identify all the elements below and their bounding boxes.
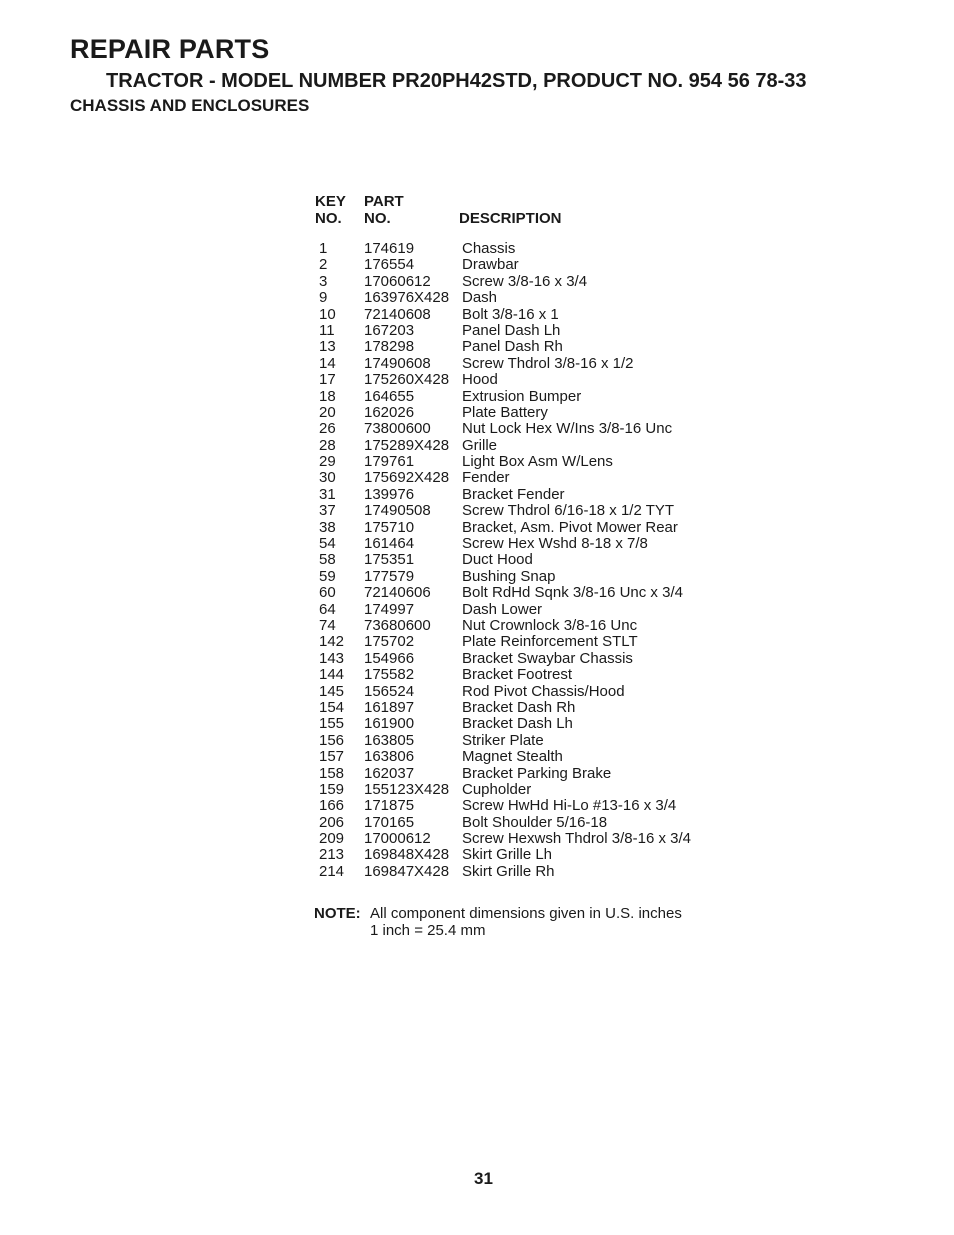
description-cell: Drawbar (462, 256, 519, 274)
part-no-cell: 177579 (364, 567, 415, 585)
description-cell: Screw HwHd Hi-Lo #13-16 x 3/4 (462, 797, 677, 815)
description-cell: Screw Thdrol 3/8-16 x 1/2 (462, 354, 634, 372)
part-no-cell: 178298 (364, 338, 415, 356)
part-no-cell: 155123X428 (364, 780, 450, 798)
description-cell: Light Box Asm W/Lens (462, 453, 613, 471)
key-no-cell: 59 (319, 567, 336, 585)
key-no-cell: 13 (319, 338, 336, 356)
note-label: NOTE: (314, 905, 361, 922)
part-header-line1: PART (364, 193, 404, 210)
key-no-cell: 37 (319, 502, 336, 520)
part-no-cell: 163806 (364, 748, 415, 766)
key-no-cell: 11 (319, 321, 335, 339)
description-cell: Fender (462, 469, 510, 487)
part-no-cell: 163805 (364, 731, 415, 749)
key-no-cell: 14 (319, 354, 336, 372)
description-cell: Bolt 3/8-16 x 1 (462, 305, 559, 323)
part-no-cell: 170165 (364, 813, 415, 831)
description-cell: Plate Reinforcement STLT (462, 633, 638, 651)
key-no-cell: 3 (319, 272, 328, 290)
description-cell: Nut Crownlock 3/8-16 Unc (462, 616, 638, 634)
key-no-cell: 159 (319, 780, 345, 798)
description-cell: Hood (462, 371, 498, 389)
description-cell: Bracket Footrest (462, 666, 573, 684)
key-no-cell: 156 (319, 731, 345, 749)
key-no-cell: 54 (319, 535, 336, 553)
key-no-cell: 29 (319, 453, 336, 471)
part-no-cell: 175351 (364, 551, 415, 569)
key-no-cell: 155 (319, 715, 345, 733)
description-cell: Screw 3/8-16 x 3/4 (462, 272, 588, 290)
key-no-cell: 158 (319, 764, 345, 782)
key-no-cell: 30 (319, 469, 336, 487)
part-no-cell: 175692X428 (364, 469, 450, 487)
key-no-cell: 157 (319, 748, 345, 766)
description-cell: Bushing Snap (462, 567, 556, 585)
part-no-cell: 176554 (364, 256, 415, 274)
key-no-cell: 64 (319, 600, 336, 618)
key-no-cell: 17 (319, 371, 336, 389)
description-cell: Striker Plate (462, 731, 544, 749)
description-cell: Duct Hood (462, 551, 533, 569)
part-no-cell: 175289X428 (364, 436, 450, 454)
part-no-cell: 175582 (364, 666, 415, 684)
description-cell: Panel Dash Lh (462, 321, 561, 339)
part-no-cell: 17490508 (364, 502, 431, 520)
part-no-cell: 17490608 (364, 354, 431, 372)
description-cell: Plate Battery (462, 403, 548, 421)
note-line-2: 1 inch = 25.4 mm (370, 921, 486, 939)
part-no-cell: 175702 (364, 633, 415, 651)
description-cell: Dash (462, 289, 498, 307)
key-no-cell: 142 (319, 633, 345, 651)
description-cell: Bracket Swaybar Chassis (462, 649, 633, 667)
part-no-cell: 169848X428 (364, 846, 450, 864)
description-cell: Bracket Fender (462, 485, 565, 503)
description-cell: Magnet Stealth (462, 748, 563, 766)
key-no-cell: 26 (319, 420, 336, 438)
part-no-cell: 162026 (364, 403, 415, 421)
description-cell: Rod Pivot Chassis/Hood (462, 682, 625, 700)
part-no-cell: 175260X428 (364, 371, 450, 389)
description-cell: Skirt Grille Rh (462, 862, 555, 880)
part-no-cell: 72140608 (364, 305, 431, 323)
description-cell: Skirt Grille Lh (462, 846, 553, 864)
key-no-cell: 18 (319, 387, 336, 405)
description-cell: Dash Lower (462, 600, 543, 618)
description-cell: Nut Lock Hex W/Ins 3/8-16 Unc (462, 420, 673, 438)
key-no-cell: 10 (319, 305, 336, 323)
page-title: REPAIR PARTS (70, 34, 270, 64)
part-no-cell: 17060612 (364, 272, 431, 290)
description-cell: Cupholder (462, 780, 532, 798)
part-no-cell: 73680600 (364, 616, 431, 634)
description-cell: Screw Hexwsh Thdrol 3/8-16 x 3/4 (462, 830, 691, 848)
part-no-cell: 167203 (364, 321, 415, 339)
part-no-cell: 163976X428 (364, 289, 450, 307)
part-no-cell: 139976 (364, 485, 415, 503)
part-no-cell: 164655 (364, 387, 415, 405)
key-no-cell: 2 (319, 256, 328, 274)
section-title: CHASSIS AND ENCLOSURES (70, 96, 310, 115)
key-no-cell: 213 (319, 846, 345, 864)
part-no-cell: 162037 (364, 764, 415, 782)
description-cell: Screw Thdrol 6/16-18 x 1/2 TYT (462, 502, 675, 520)
part-no-cell: 161464 (364, 535, 415, 553)
key-no-cell: 9 (319, 289, 328, 307)
part-no-cell: 156524 (364, 682, 415, 700)
description-cell: Panel Dash Rh (462, 338, 563, 356)
key-no-cell: 154 (319, 698, 345, 716)
description-cell: Bracket Dash Rh (462, 698, 576, 716)
part-no-cell: 154966 (364, 649, 415, 667)
description-cell: Bolt RdHd Sqnk 3/8-16 Unc x 3/4 (462, 584, 683, 602)
key-header-line1: KEY (315, 193, 346, 210)
key-header-line2: NO. (315, 210, 342, 227)
part-no-cell: 161897 (364, 698, 415, 716)
part-no-cell: 179761 (364, 453, 415, 471)
part-no-cell: 161900 (364, 715, 415, 733)
page-number: 31 (474, 1169, 493, 1188)
part-no-cell: 72140606 (364, 584, 431, 602)
description-cell: Extrusion Bumper (462, 387, 582, 405)
key-no-cell: 145 (319, 682, 345, 700)
description-cell: Bracket Parking Brake (462, 764, 612, 782)
part-no-cell: 17000612 (364, 830, 431, 848)
key-no-cell: 31 (319, 485, 336, 503)
part-no-cell: 175710 (364, 518, 415, 536)
key-no-cell: 58 (319, 551, 336, 569)
key-no-cell: 38 (319, 518, 336, 536)
description-cell: Bolt Shoulder 5/16-18 (462, 813, 608, 831)
key-no-cell: 166 (319, 797, 345, 815)
part-no-cell: 169847X428 (364, 862, 450, 880)
key-no-cell: 144 (319, 666, 345, 684)
key-no-cell: 20 (319, 403, 336, 421)
part-no-cell: 171875 (364, 797, 415, 815)
description-cell: Chassis (462, 240, 516, 257)
description-cell: Screw Hex Wshd 8-18 x 7/8 (462, 535, 648, 553)
model-subtitle: TRACTOR - MODEL NUMBER PR20PH42STD, PRODUCT NO. 954 56 78-33 (106, 70, 807, 92)
part-no-cell: 174997 (364, 600, 415, 618)
description-cell: Bracket, Asm. Pivot Mower Rear (462, 518, 678, 536)
key-no-cell: 74 (319, 616, 336, 634)
description-cell: Bracket Dash Lh (462, 715, 573, 733)
description-header: DESCRIPTION (459, 210, 562, 227)
key-no-cell: 209 (319, 830, 345, 848)
key-no-cell: 60 (319, 584, 336, 602)
part-no-cell: 174619 (364, 240, 415, 257)
part-header-line2: NO. (364, 210, 391, 227)
key-no-cell: 206 (319, 813, 345, 831)
key-no-cell: 143 (319, 649, 345, 667)
key-no-cell: 28 (319, 436, 336, 454)
key-no-cell: 1 (319, 240, 328, 257)
description-cell: Grille (462, 436, 498, 454)
key-no-cell: 214 (319, 862, 345, 880)
part-no-cell: 73800600 (364, 420, 431, 438)
note-line-1: All component dimensions given in U.S. inches (370, 905, 682, 922)
